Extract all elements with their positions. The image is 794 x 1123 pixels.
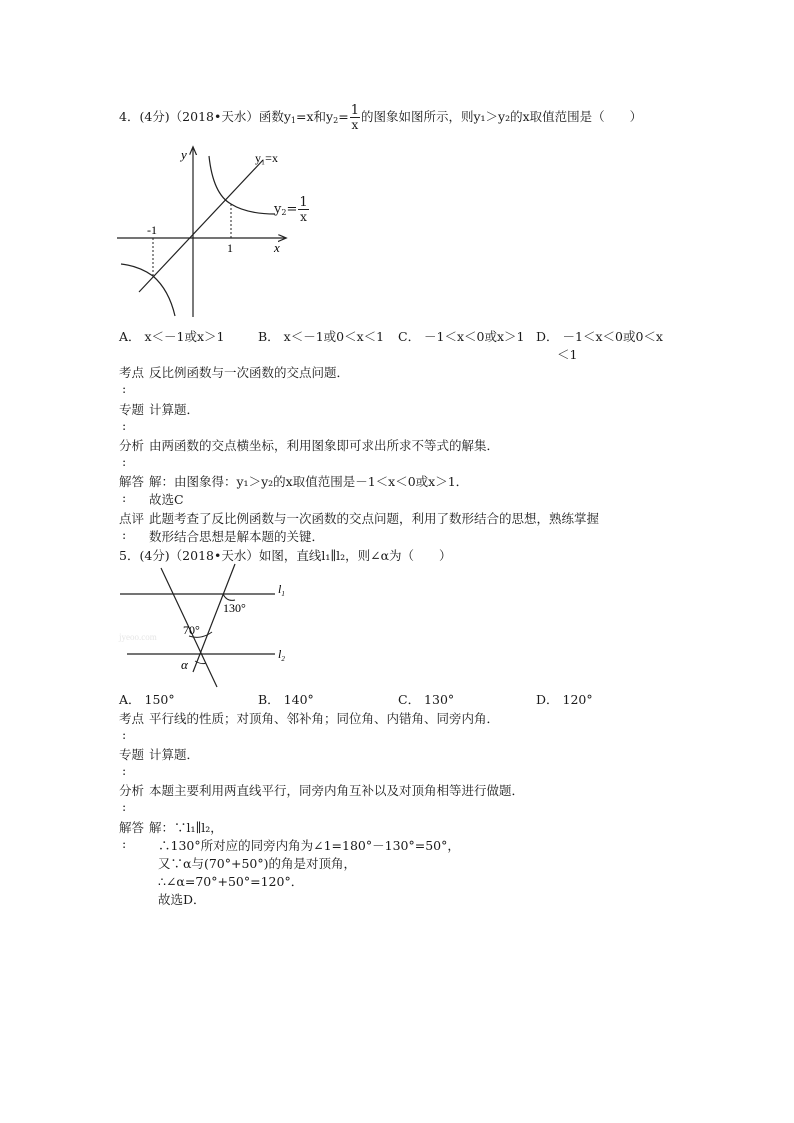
l1-label: $l_1$ [278,582,285,598]
q4-option-b: B． x＜－1或0＜x＜1 [258,329,385,344]
q4-text-dianping: 此题考查了反比例函数与一次函数的交点问题，利用了数形结合的思想，熟练掌握 [149,511,600,526]
q4-label-kaodian: 考点 [119,365,145,380]
q5-colon: : [122,763,127,778]
q5-stem: 5．(4分)（2018•天水）如图，直线l₁∥l₂，则∠α为（ ） [119,548,452,563]
q4-text-jieda: 解：由图象得：y₁＞y₂的x取值范围是－1＜x＜0或x＞1． [149,474,469,489]
q5-text-jieda-3: 又∵α与(70°+50°)的角是对顶角， [158,856,356,871]
angle-arc-130 [223,594,235,600]
q5-text-jieda: 解：∵l₁∥l₂， [149,820,223,835]
q5-colon: : [122,799,127,814]
tick-neg-one: -1 [147,223,157,237]
q4-text-zhuanti: 计算题． [149,402,200,417]
tick-one: 1 [227,241,233,255]
q5-text-fenxi: 本题主要利用两直线平行，同旁内角互补以及对顶角相等进行做题． [149,783,525,798]
q5-option-b: B． 140° [258,692,314,707]
hyperbola-branch-left [121,264,175,316]
q5-text-zhuanti: 计算题． [149,747,200,762]
q5-option-d: D． 120° [536,692,593,707]
q4-label-zhuanti: 专题 [119,402,145,417]
angle-130-label: 130° [223,601,246,615]
q5-colon: : [122,836,127,851]
q4-label-jieda: 解答 [119,474,145,489]
angle-70-label: 70° [183,623,200,637]
alpha-label: α [181,657,188,672]
q4-text-fenxi: 由两函数的交点横坐标，利用图象即可求出所求不等式的解集． [149,438,500,453]
q4-option-a: A． x＜－1或x＞1 [119,329,225,344]
q4-text-jieda-2: 故选C [149,492,184,507]
q4-colon: : [122,454,127,469]
q5-label-jieda: 解答 [119,820,145,835]
q5-label-kaodian: 考点 [119,711,145,726]
q4-label-dianping: 点评 [119,511,145,526]
watermark: jyeoo.com [119,632,157,642]
q4-colon: : [122,490,127,505]
q4-colon: : [122,418,127,433]
q5-text-jieda-4: ∴∠α=70°+50°=120°． [158,874,304,889]
q5-label-zhuanti: 专题 [119,747,145,762]
q4-stem: 4．(4分)（2018•天水）函数$y_1=x$和$y_2=$ $\frac{1}{x}$ 的图象如图所示，则y₁＞y₂的x取值范围是（ ） [119,103,643,132]
q4-option-d: D． －1＜x＜0或0＜x [536,329,663,344]
y-axis-label: y [181,147,187,162]
q4-graph-figure [117,142,297,320]
q4-option-c: C． －1＜x＜0或x＞1 [398,329,525,344]
q5-option-c: C． 130° [398,692,455,707]
transversal-right [193,564,235,672]
x-axis-label: x [274,240,280,255]
l2-label: $l_2$ [278,647,285,663]
q5-option-a: A． 150° [119,692,175,707]
q5-label-fenxi: 分析 [119,783,145,798]
q5-text-jieda-2: ∴130°所对应的同旁内角为∠1=180°－130°=50°， [158,838,460,853]
q4-fraction: $\frac{1}{x}$ [350,103,359,132]
q5-colon: : [122,727,127,742]
q4-label-fenxi: 分析 [119,438,145,453]
line-y1 [139,160,263,292]
q4-text-kaodian: 反比例函数与一次函数的交点问题． [149,365,350,380]
curve-label: $y_2=$ $\frac{1}{x}$ [274,195,308,224]
q4-option-d-cont: ＜1 [557,347,578,362]
line-label: y₁=x [255,151,278,165]
q4-colon: : [122,527,127,542]
q5-parallel-lines-figure [117,562,297,688]
q5-text-kaodian: 平行线的性质；对顶角、邻补角；同位角、内错角、同旁内角． [149,711,500,726]
q4-colon: : [122,381,127,396]
q5-text-jieda-5: 故选D． [158,892,206,907]
q4-text-dianping-2: 数形结合思想是解本题的关键． [149,529,325,544]
